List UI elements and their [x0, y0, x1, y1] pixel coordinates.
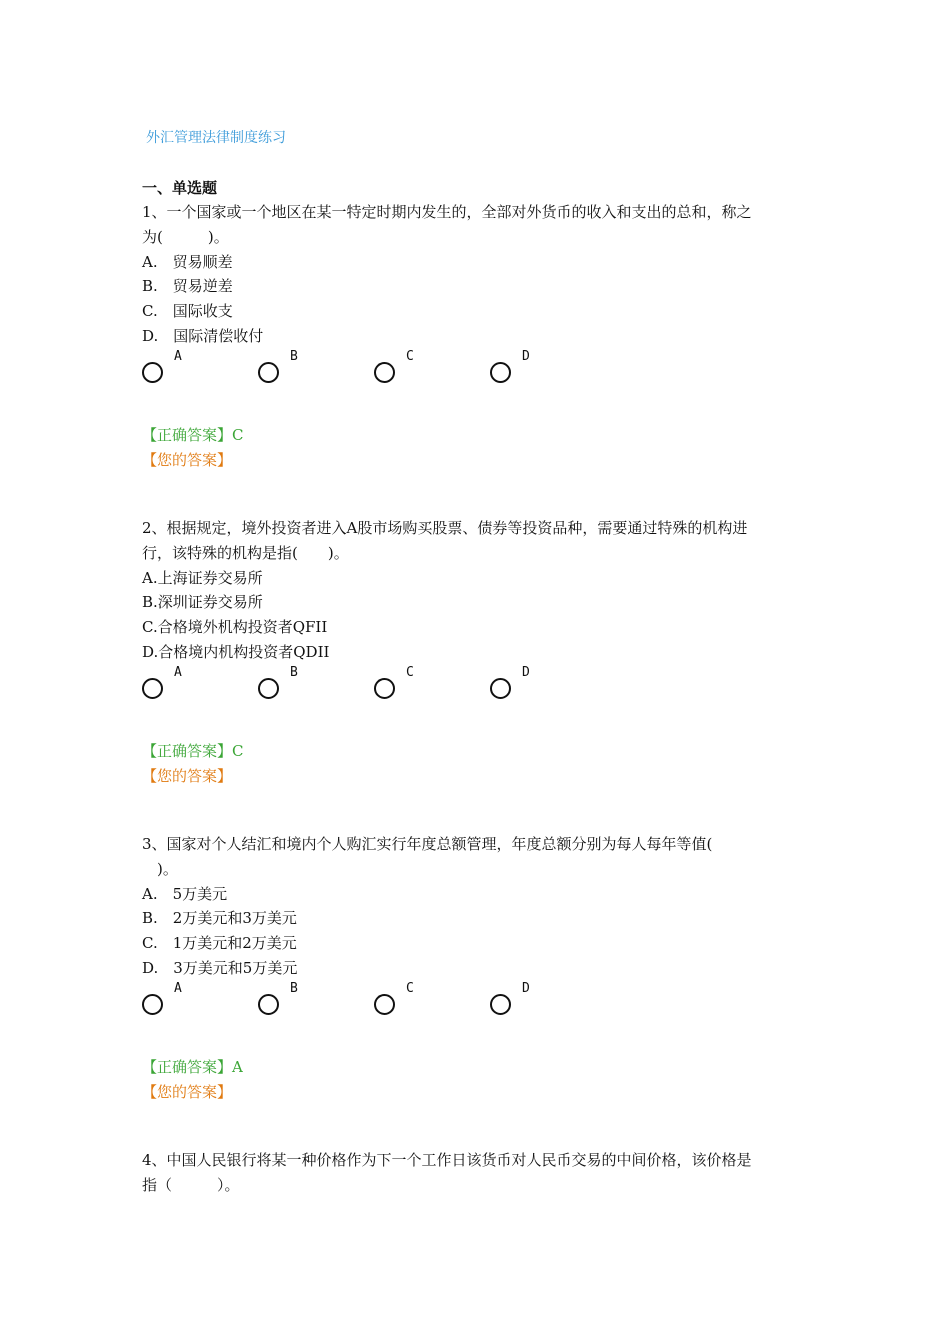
section-heading: 一、单选题	[142, 179, 218, 197]
question-text-line: 3、国家对个人结汇和境内个人购汇实行年度总额管理，年度总额分别为每人每年等值(	[142, 835, 713, 853]
radio-letter: C	[406, 349, 414, 364]
radio-circle-icon[interactable]	[142, 362, 163, 383]
radio-option-c[interactable]	[374, 981, 434, 1025]
radio-option-d[interactable]	[490, 665, 550, 709]
option-d: D. 国际清偿收付	[142, 327, 264, 345]
correct-answer-label: 【正确答案】C	[142, 426, 244, 444]
radio-letter: C	[406, 981, 414, 996]
radio-letter: C	[406, 665, 414, 680]
radio-letter: B	[290, 349, 298, 364]
radio-letter: D	[522, 349, 530, 364]
radio-circle-icon[interactable]	[258, 678, 279, 699]
question-text-line: 4、中国人民银行将某一种价格作为下一个工作日该货币对人民币交易的中间价格，该价格是	[142, 1151, 752, 1169]
radio-circle-icon[interactable]	[490, 994, 511, 1015]
option-d: D.合格境内机构投资者QDII	[142, 643, 330, 661]
radio-option-c[interactable]	[374, 665, 434, 709]
radio-circle-icon[interactable]	[142, 678, 163, 699]
radio-circle-icon[interactable]	[142, 994, 163, 1015]
option-a: A. 贸易顺差	[142, 253, 233, 271]
radio-circle-icon[interactable]	[374, 678, 395, 699]
radio-circle-icon[interactable]	[258, 362, 279, 383]
option-d: D. 3万美元和5万美元	[142, 959, 298, 977]
option-a: A.上海证券交易所	[142, 569, 263, 587]
radio-letter: D	[522, 981, 530, 996]
radio-option-a[interactable]	[142, 349, 202, 393]
answer-radio-group	[142, 349, 562, 393]
radio-option-a[interactable]	[142, 665, 202, 709]
your-answer-label: 【您的答案】	[142, 451, 233, 469]
answer-radio-group	[142, 981, 562, 1025]
option-b: B. 贸易逆差	[142, 277, 233, 295]
radio-option-d[interactable]	[490, 981, 550, 1025]
radio-letter: D	[522, 665, 530, 680]
radio-letter: A	[174, 665, 182, 680]
option-c: C.合格境外机构投资者QFII	[142, 618, 328, 636]
question-text-line: 1、一个国家或一个地区在某一特定时期内发生的，全部对外货币的收入和支出的总和，称之	[142, 203, 752, 221]
answer-radio-group	[142, 665, 562, 709]
your-answer-label: 【您的答案】	[142, 1083, 233, 1101]
question-text-line: 2、根据规定，境外投资者进入A股市场购买股票、债券等投资品种，需要通过特殊的机构进	[142, 519, 748, 537]
option-b: B. 2万美元和3万美元	[142, 909, 297, 927]
question-text-line: 为( )。	[142, 228, 229, 246]
radio-circle-icon[interactable]	[490, 362, 511, 383]
radio-option-c[interactable]	[374, 349, 434, 393]
radio-letter: B	[290, 981, 298, 996]
question-text-line: 行，该特殊的机构是指( )。	[142, 544, 349, 562]
radio-circle-icon[interactable]	[374, 362, 395, 383]
radio-letter: A	[174, 981, 182, 996]
option-b: B.深圳证券交易所	[142, 593, 263, 611]
radio-letter: B	[290, 665, 298, 680]
correct-answer-label: 【正确答案】A	[142, 1058, 243, 1076]
option-a: A. 5万美元	[142, 885, 228, 903]
radio-option-b[interactable]	[258, 981, 318, 1025]
radio-circle-icon[interactable]	[490, 678, 511, 699]
option-c: C. 1万美元和2万美元	[142, 934, 297, 952]
question-text-line: 指（ ）。	[142, 1176, 240, 1194]
correct-answer-label: 【正确答案】C	[142, 742, 244, 760]
question-text-line: )。	[142, 860, 178, 878]
radio-option-b[interactable]	[258, 349, 318, 393]
radio-option-a[interactable]	[142, 981, 202, 1025]
radio-option-b[interactable]	[258, 665, 318, 709]
radio-letter: A	[174, 349, 182, 364]
radio-option-d[interactable]	[490, 349, 550, 393]
your-answer-label: 【您的答案】	[142, 767, 233, 785]
radio-circle-icon[interactable]	[374, 994, 395, 1015]
option-c: C. 国际收支	[142, 302, 233, 320]
radio-circle-icon[interactable]	[258, 994, 279, 1015]
document-title: 外汇管理法律制度练习	[146, 130, 286, 146]
